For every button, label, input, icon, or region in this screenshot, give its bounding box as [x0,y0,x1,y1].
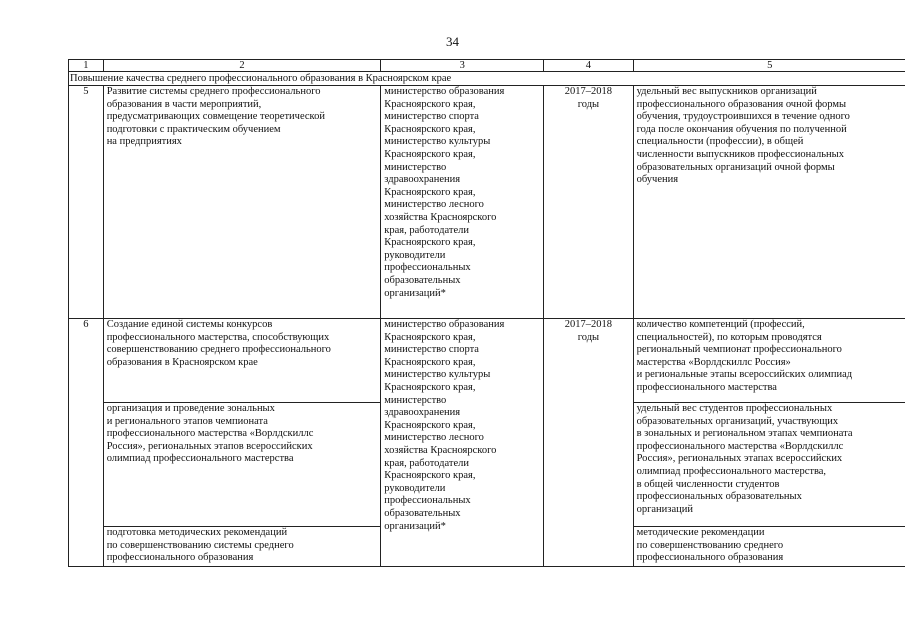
section-title: Повышение качества среднего профессионального образования в Красноярском крае [69,72,905,86]
indicator-cell: количество компетенций (профессий, специальностей), по которым проводятся региональный чемпионат профессионального мастерства «Ворлдскиллс Россия» и региональные этапы всероссийских олимпиад профессионального мастерства [633,319,905,403]
table-row [69,86,905,319]
table-row [69,319,905,403]
executors-cell: министерство образования Красноярского края, министерство спорта Красноярского края, министерство культуры Красноярского края, министерство здравоохранения Красноярского края, министерство лесного хозяйства Красноярского края, работодатели Красноярского края, руководители профессиональных образовательных организаций* [381,319,544,567]
activity-cell: подготовка методических рекомендаций по совершенствованию системы среднего профессионального образования [103,527,381,567]
indicator-cell: удельный вес выпускников организаций профессионального образования очной формы обучения, трудоустроившихся в течение одного года после окончания обучения по полученной специальности (профессии), в общей численности выпускников профессиональных образовательных организаций очной формы обучения [633,86,905,319]
activity-cell: Создание единой системы конкурсов профессионального мастерства, способствующих совершенствованию среднего профессионального образования в Красноярском крае [103,319,381,403]
column-header-2: 2 [103,60,381,72]
executors-cell: министерство образования Красноярского края, министерство спорта Красноярского края, министерство культуры Красноярского края, министерство здравоохранения Красноярского края, министерство лесного хозяйства Красноярского края, работодатели Красноярского края, руководители профессиональных образовательных организаций* [381,86,544,319]
activity-cell: организация и проведение зональных и регионального этапов чемпионата профессионального мастерства «Ворлдскиллс Россия», региональных этапов всероссийских олимпиад профессионального мастерства [103,403,381,527]
column-header-3: 3 [381,60,544,72]
indicator-cell: удельный вес студентов профессиональных образовательных организаций, участвующих в зональных и региональном этапах чемпионата профессионального мастерства «Ворлдскиллс Россия», региональных этапах всероссийских олимпиад профессионального мастерства, в общей численности студентов профессиональных образовательных организаций [633,403,905,527]
program-table [68,59,905,567]
column-header-5: 5 [633,60,905,72]
indicator-cell: методические рекомендации по совершенствованию среднего профессионального образования [633,527,905,567]
page-number: 34 [446,34,459,49]
column-number-row [69,60,905,72]
section-row [69,72,905,86]
row-number: 6 [69,319,104,567]
years-cell: 2017–2018 годы [544,86,633,319]
column-header-1: 1 [69,60,104,72]
activity-cell: Развитие системы среднего профессионального образования в части мероприятий, предусматривающих совмещение теоретической подготовки с практическим обучением на предприятиях [103,86,381,319]
years-cell: 2017–2018 годы [544,319,633,567]
column-header-4: 4 [544,60,633,72]
row-number: 5 [69,86,104,319]
